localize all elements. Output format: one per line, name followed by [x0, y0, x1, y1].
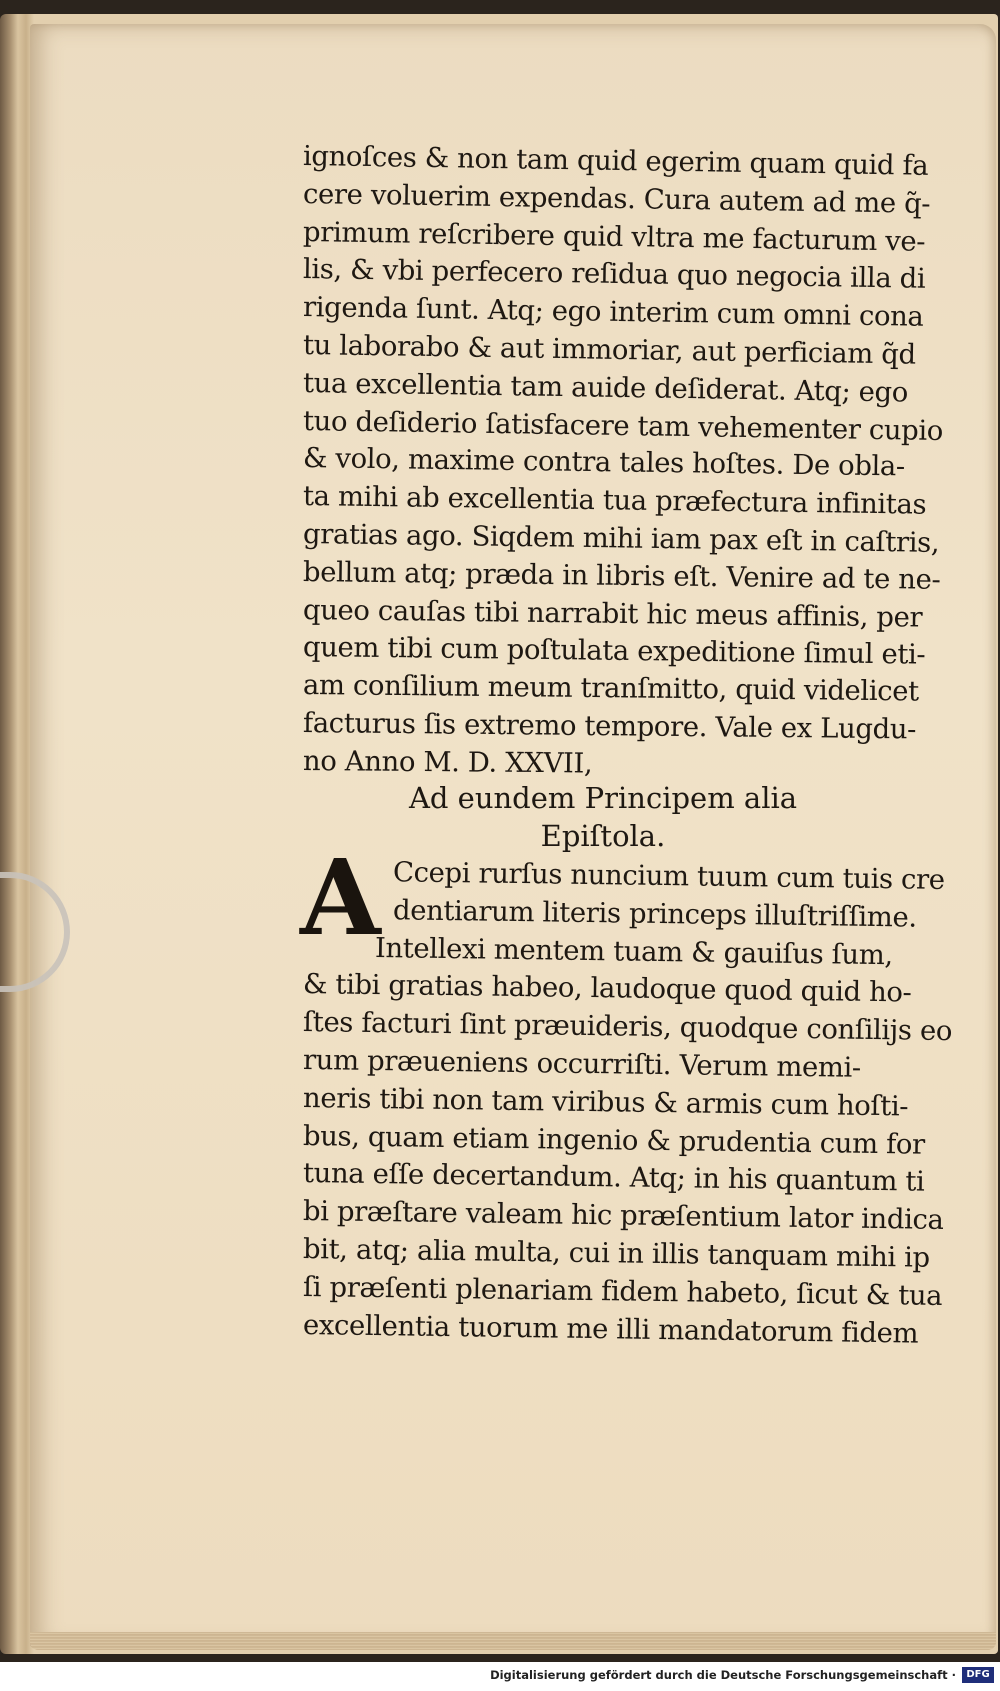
text-line: quem tibi cum poſtulata expeditione ſimul eti- — [302, 631, 926, 671]
text-line: bi præſtare valeam hic præſentium lator indica — [302, 1195, 944, 1237]
text-line: ignoſces & non tam quid egerim quam quid fa — [302, 140, 929, 182]
text-line: dentiarum literis princeps illuſtriſſime. — [392, 894, 917, 934]
text-line: rum præueniens occurriſti. Verum memi- — [302, 1043, 862, 1084]
text-line: ſtes facturi ſint præuideris, quodque conſilijs eo — [302, 1006, 953, 1048]
letter-heading-line1: Ad eundem Principem alia — [408, 781, 798, 815]
text-line: Intellexi mentem tuam & gauiſus ſum, — [374, 931, 893, 971]
text-line: bellum atq; præda in libris eſt. Venire ad te ne- — [302, 555, 941, 596]
text-line: bus, quam etiam ingenio & prudentia cum for — [302, 1119, 926, 1161]
funding-credit: Digitalisierung gefördert durch die Deutsche Forschungsgemeinschaft · — [490, 1668, 956, 1682]
decorated-initial: A — [300, 836, 381, 959]
text-line: neris tibi non tam viribus & armis cum hoſti- — [302, 1081, 909, 1123]
dfg-logo: DFG — [962, 1667, 994, 1683]
text-line: primum reſcribere quid vltra me facturum ve- — [302, 215, 926, 258]
text-line: cere voluerim expendas. Cura autem ad me q̃- — [302, 177, 931, 220]
text-line: facturus ſis extremo tempore. Vale ex Lugdu- — [302, 706, 917, 746]
text-line: queo cauſas tibi narrabit hic meus affinis, per — [302, 593, 923, 634]
text-line: & tibi gratias habeo, laudoque quod quid ho- — [302, 968, 912, 1009]
digitization-footer — [0, 1662, 1000, 1691]
letter-text-part2 — [302, 853, 1000, 1350]
bottom-page-edges — [30, 1632, 996, 1650]
text-line: tuo deſiderio ſatisfacere tam vehementer cupio — [302, 404, 944, 447]
text-line: tuna eſſe decertandum. Atq; in his quantum ti — [302, 1157, 925, 1199]
text-line: lis, & vbi perfecero reſidua quo negocia illa di — [302, 253, 926, 296]
letter-text-part1 — [303, 138, 1000, 781]
text-line: no Anno M. D. XXVII, — [302, 744, 593, 780]
text-line: Ccepi rurſus nuncium tuum cum tuis cre — [392, 856, 945, 896]
text-line: am conſilium meum tranſmitto, quid videlicet — [302, 669, 919, 708]
text-line: & volo, maxime contra tales hoſtes. De obla- — [302, 442, 906, 483]
text-line: rigenda ſunt. Atq; ego interim cum omni cona — [302, 291, 924, 333]
text-line: ſi præſenti plenariam fidem habeto, ſicut & tua — [302, 1270, 943, 1312]
text-line: tu laborabo & aut immoriar, aut perficiam q̃d — [302, 328, 916, 371]
letter-heading-line2: Epiſtola. — [540, 819, 666, 853]
text-line: ta mihi ab excellentia tua præfectura infinitas — [302, 480, 927, 521]
text-line: excellentia tuorum me illi mandatorum fidem — [302, 1308, 919, 1350]
text-line: tua excellentia tam auide deſiderat. Atq; ego — [302, 366, 909, 409]
text-line: bit, atq; alia multa, cui in illis tanquam mihi ip — [302, 1232, 930, 1274]
text-line: gratias ago. Siqdem mihi iam pax eſt in caſtris, — [302, 517, 940, 559]
